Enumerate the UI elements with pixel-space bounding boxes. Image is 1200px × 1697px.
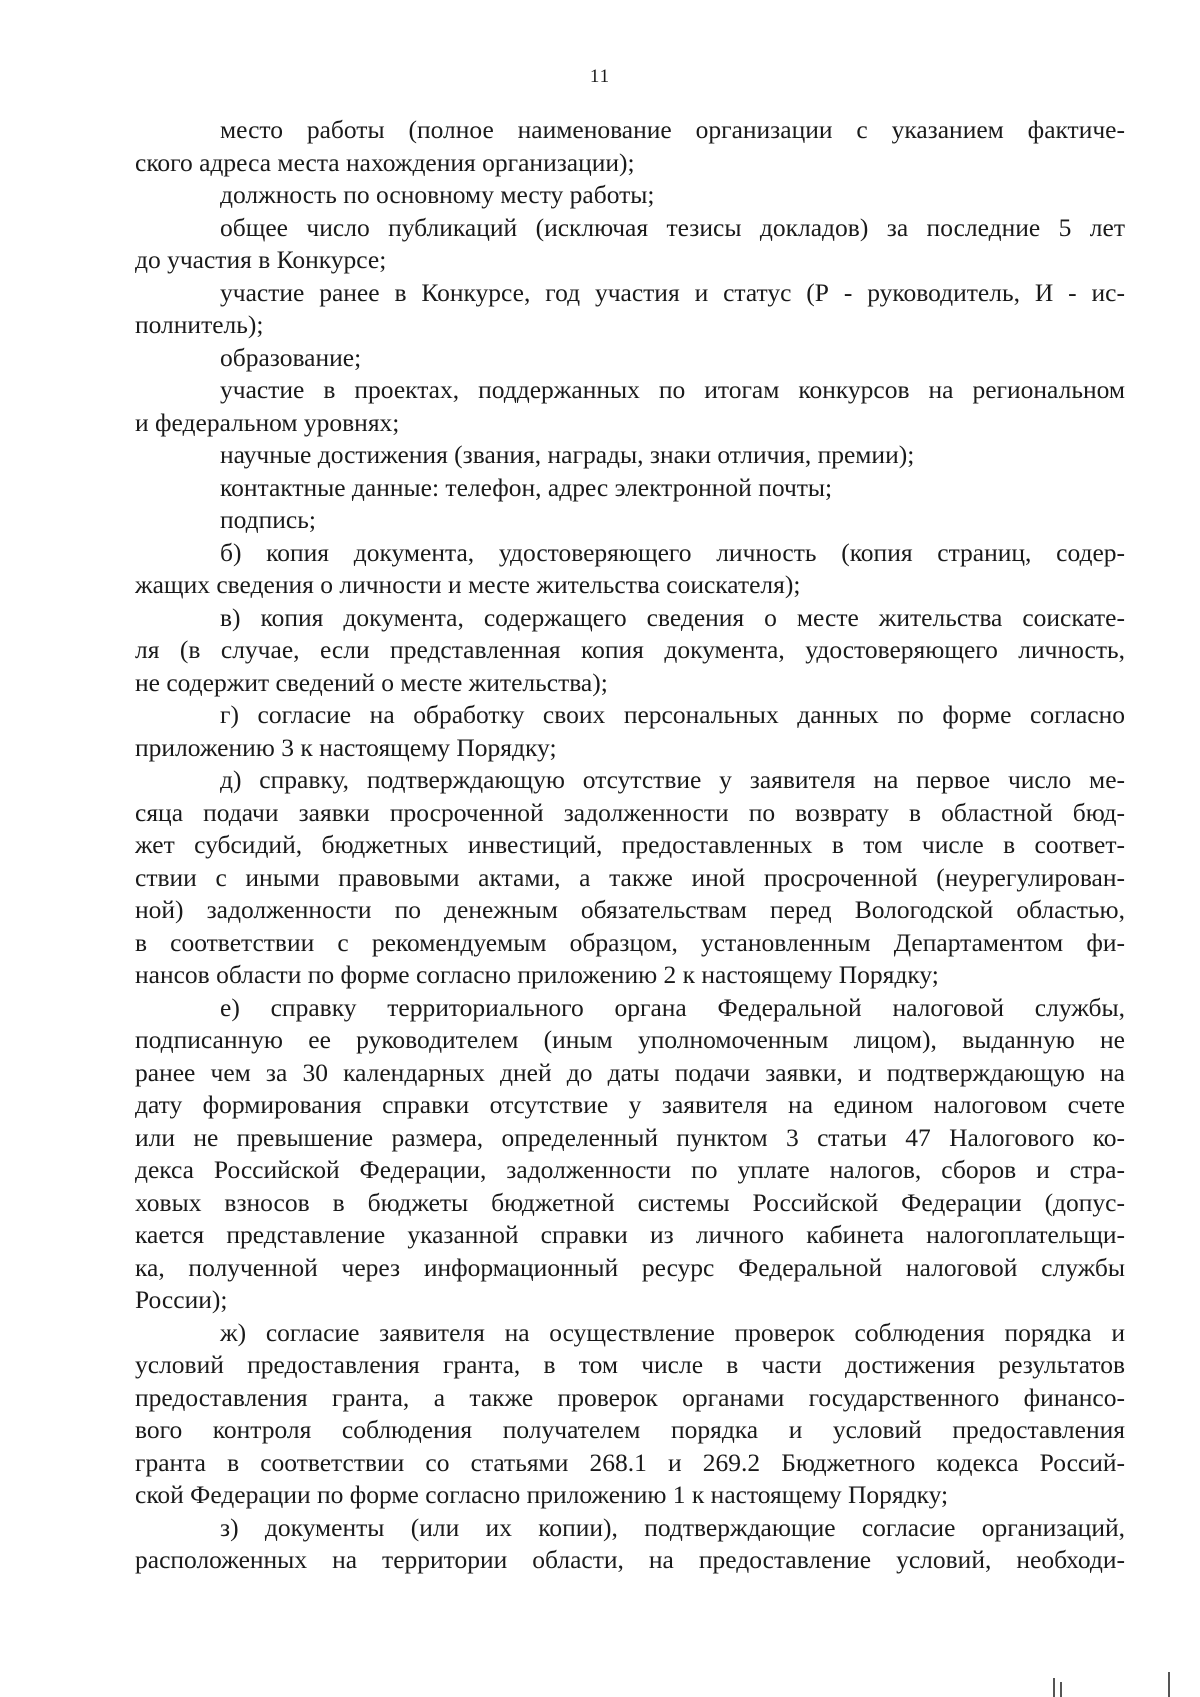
text-line: до участия в Конкурсе; (135, 245, 387, 274)
text-line: дату формирования справки отсутствие у заявителя на едином налоговом счете (135, 1090, 1125, 1119)
text-line: участие в проектах, поддержанных по итогам конкурсов на региональном (220, 375, 1125, 404)
text-line: ка, полученной через информационный ресурс Федеральной налоговой службы (135, 1252, 1125, 1282)
document-body (135, 114, 1125, 1577)
text-line: ной) задолженности по денежным обязательствам перед Вологодской областью, (135, 895, 1125, 924)
text-line: России); (135, 1285, 228, 1314)
scan-mark (1053, 1678, 1055, 1697)
text-line: ствии с иными правовыми актами, а также иной просроченной (неурегулирован- (135, 862, 1125, 892)
text-line: расположенных на территории области, на предоставление условий, необходи- (135, 1545, 1125, 1574)
text-line: контактные данные: телефон, адрес электронной почты; (220, 472, 833, 502)
text-line: приложению 3 к настоящему Порядку; (135, 732, 557, 762)
text-line: жет субсидий, бюджетных инвестиций, предоставленных в том числе в соответ- (135, 830, 1125, 859)
text-line: в) копия документа, содержащего сведения о месте жительства соискате- (220, 602, 1125, 632)
text-line: декса Российской Федерации, задолженности по уплате налогов, сборов и стра- (135, 1155, 1125, 1184)
text-line: з) документы (или их копии), подтверждающие согласие организаций, (220, 1512, 1125, 1542)
text-line: подпись; (220, 505, 316, 534)
text-line: подписанную ее руководителем (иным уполномоченным лицом), выданную не (135, 1025, 1125, 1054)
text-line: участие ранее в Конкурсе, год участия и статус (Р - руководитель, И - ис- (220, 277, 1125, 307)
text-line: ховых взносов в бюджеты бюджетной системы Российской Федерации (допус- (135, 1187, 1125, 1217)
text-line: условий предоставления гранта, в том числе в части достижения результатов (135, 1350, 1125, 1379)
text-line: не содержит сведений о месте жительства); (135, 667, 608, 697)
text-line: научные достижения (звания, награды, знаки отличия, премии); (220, 440, 915, 469)
text-line: ж) согласие заявителя на осуществление проверок соблюдения порядка и (220, 1317, 1125, 1347)
text-line: г) согласие на обработку своих персональных данных по форме согласно (220, 700, 1125, 729)
scan-mark (1168, 1672, 1170, 1697)
text-line: место работы (полное наименование организации с указанием фактиче- (220, 115, 1125, 144)
text-line: общее число публикаций (исключая тезисы докладов) за последние 5 лет (220, 212, 1125, 242)
text-line: е) справку территориального органа Федеральной налоговой службы, (220, 992, 1125, 1022)
text-line: кается представление указанной справки из личного кабинета налогоплательщи- (135, 1220, 1125, 1249)
text-line: ского адреса места нахождения организации); (135, 147, 635, 177)
text-line: б) копия документа, удостоверяющего личность (копия страниц, содер- (220, 537, 1125, 567)
text-line: в соответствии с рекомендуемым образцом, установленным Департаментом фи- (135, 927, 1125, 957)
text-line: ской Федерации по форме согласно приложению 1 к настоящему Порядку; (135, 1480, 949, 1509)
text-line: должность по основному месту работы; (220, 180, 655, 209)
page-number: 11 (589, 66, 611, 87)
text-line: полнитель); (135, 310, 264, 339)
text-line: ранее чем за 30 календарных дней до даты подачи заявки, и подтверждающую на (135, 1057, 1125, 1087)
text-line: ля (в случае, если представленная копия документа, удостоверяющего личность, (135, 635, 1125, 664)
text-line: сяца подачи заявки просроченной задолженности по возврату в областной бюд- (135, 797, 1125, 827)
text-line: образование; (220, 342, 362, 372)
text-line: или не превышение размера, определенный пунктом 3 статьи 47 Налогового ко- (135, 1122, 1125, 1152)
text-line: д) справку, подтверждающую отсутствие у заявителя на первое число ме- (220, 765, 1125, 794)
scan-mark (1060, 1682, 1062, 1697)
text-line: жащих сведения о личности и месте жительства соискателя); (135, 570, 801, 599)
text-line: и федеральном уровнях; (135, 407, 400, 437)
text-line: нансов области по форме согласно приложению 2 к настоящему Порядку; (135, 960, 939, 989)
text-line: вого контроля соблюдения получателем порядка и условий предоставления (135, 1415, 1125, 1444)
text-line: гранта в соответствии со статьями 268.1 и 269.2 Бюджетного кодекса Россий- (135, 1447, 1125, 1477)
text-line: предоставления гранта, а также проверок органами государственного финансо- (135, 1382, 1125, 1412)
